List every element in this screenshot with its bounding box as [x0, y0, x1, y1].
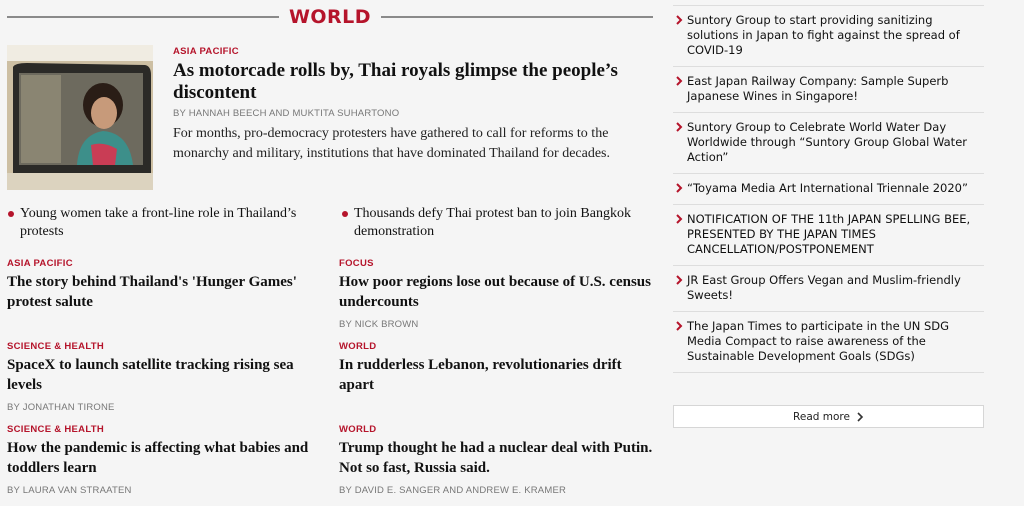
story-card	[339, 341, 653, 395]
story-headline[interactable]: In rudderless Lebanon, revolutionaries drift apart	[339, 357, 622, 393]
lead-story-image[interactable]	[7, 45, 153, 190]
story-kicker[interactable]: ASIA PACIFIC	[7, 258, 73, 269]
sidebar-link[interactable]	[673, 266, 984, 312]
sidebar-link-text[interactable]: “Toyama Media Art International Triennale 2020”	[687, 181, 968, 195]
related-link[interactable]	[7, 205, 317, 241]
story-card	[7, 341, 321, 413]
chevron-right-icon	[674, 182, 684, 194]
story-byline: BY NICK BROWN	[339, 319, 419, 330]
sidebar-link[interactable]	[673, 6, 984, 67]
story-kicker[interactable]: SCIENCE & HEALTH	[7, 424, 104, 435]
related-link[interactable]	[341, 205, 651, 241]
section-rule-right	[381, 16, 653, 18]
story-byline: BY LAURA VAN STRAATEN	[7, 485, 132, 496]
read-more-label: Read more	[793, 410, 850, 423]
lead-story	[173, 46, 653, 164]
lead-byline: BY HANNAH BEECH AND MUKTITA SUHARTONO	[173, 108, 400, 119]
chevron-right-icon	[674, 75, 684, 87]
chevron-right-icon	[674, 14, 684, 26]
story-headline[interactable]: SpaceX to launch satellite tracking rising sea levels	[7, 357, 294, 393]
story-kicker[interactable]: FOCUS	[339, 258, 374, 269]
sidebar-link[interactable]	[673, 113, 984, 174]
chevron-right-icon	[674, 213, 684, 225]
sidebar-link-text[interactable]: JR East Group Offers Vegan and Muslim-friendly Sweets!	[687, 273, 961, 302]
story-kicker[interactable]: WORLD	[339, 341, 377, 352]
story-card	[339, 258, 653, 330]
lead-summary: For months, pro-democracy protesters have gathered to call for reforms to the monarchy and military, institutions that have dominated Thailand for decades.	[173, 126, 610, 161]
lead-headline[interactable]: As motorcade rolls by, Thai royals glimpse the people’s discontent	[173, 60, 618, 103]
story-byline: BY JONATHAN TIRONE	[7, 402, 115, 413]
story-byline: BY DAVID E. SANGER AND ANDREW E. KRAMER	[339, 485, 567, 496]
sidebar-link-text[interactable]: Suntory Group to start providing sanitizing solutions in Japan to fight against the spread of COVID-19	[687, 13, 960, 57]
story-card	[339, 424, 653, 496]
story-card	[7, 424, 321, 496]
sidebar-link-text[interactable]: The Japan Times to participate in the UN SDG Media Compact to raise awareness of the Sustainable Development Goals (SDGs)	[687, 319, 950, 363]
section-title[interactable]: WORLD	[288, 6, 372, 28]
chevron-right-icon	[674, 320, 684, 332]
section-rule-left	[7, 16, 279, 18]
story-headline[interactable]: How the pandemic is affecting what babies and toddlers learn	[7, 440, 309, 476]
story-headline[interactable]: The story behind Thailand's 'Hunger Games' protest salute	[7, 274, 297, 310]
lead-kicker[interactable]: ASIA PACIFIC	[173, 46, 239, 57]
sidebar-link[interactable]	[673, 312, 984, 373]
story-kicker[interactable]: SCIENCE & HEALTH	[7, 341, 104, 352]
bullet-dot-icon	[8, 211, 14, 217]
story-headline[interactable]: Trump thought he had a nuclear deal with Putin. Not so fast, Russia said.	[339, 440, 653, 476]
story-kicker[interactable]: WORLD	[339, 424, 377, 435]
related-link-text[interactable]: Young women take a front-line role in Thailand’s protests	[20, 206, 297, 239]
sidebar-link[interactable]	[673, 174, 984, 205]
read-more-button[interactable]	[673, 405, 984, 428]
related-link-text[interactable]: Thousands defy Thai protest ban to join Bangkok demonstration	[354, 206, 631, 239]
sidebar-link-text[interactable]: Suntory Group to Celebrate World Water Day Worldwide through “Suntory Group Global Water Action”	[687, 120, 967, 164]
chevron-right-icon	[674, 274, 684, 286]
sponsored-sidebar	[673, 0, 984, 373]
bullet-dot-icon	[342, 211, 348, 217]
chevron-right-icon	[674, 121, 684, 133]
chevron-right-icon	[856, 412, 864, 422]
sidebar-link-text[interactable]: East Japan Railway Company: Sample Superb Japanese Wines in Singapore!	[687, 74, 949, 103]
story-headline[interactable]: How poor regions lose out because of U.S. census undercounts	[339, 274, 651, 310]
story-card	[7, 258, 321, 312]
sidebar-link[interactable]	[673, 67, 984, 113]
sidebar-link-text[interactable]: NOTIFICATION OF THE 11th JAPAN SPELLING BEE, PRESENTED BY THE JAPAN TIMES CANCELLATION/POSTPONEMENT	[687, 212, 971, 256]
sidebar-link[interactable]	[673, 205, 984, 266]
section-header	[7, 5, 653, 29]
